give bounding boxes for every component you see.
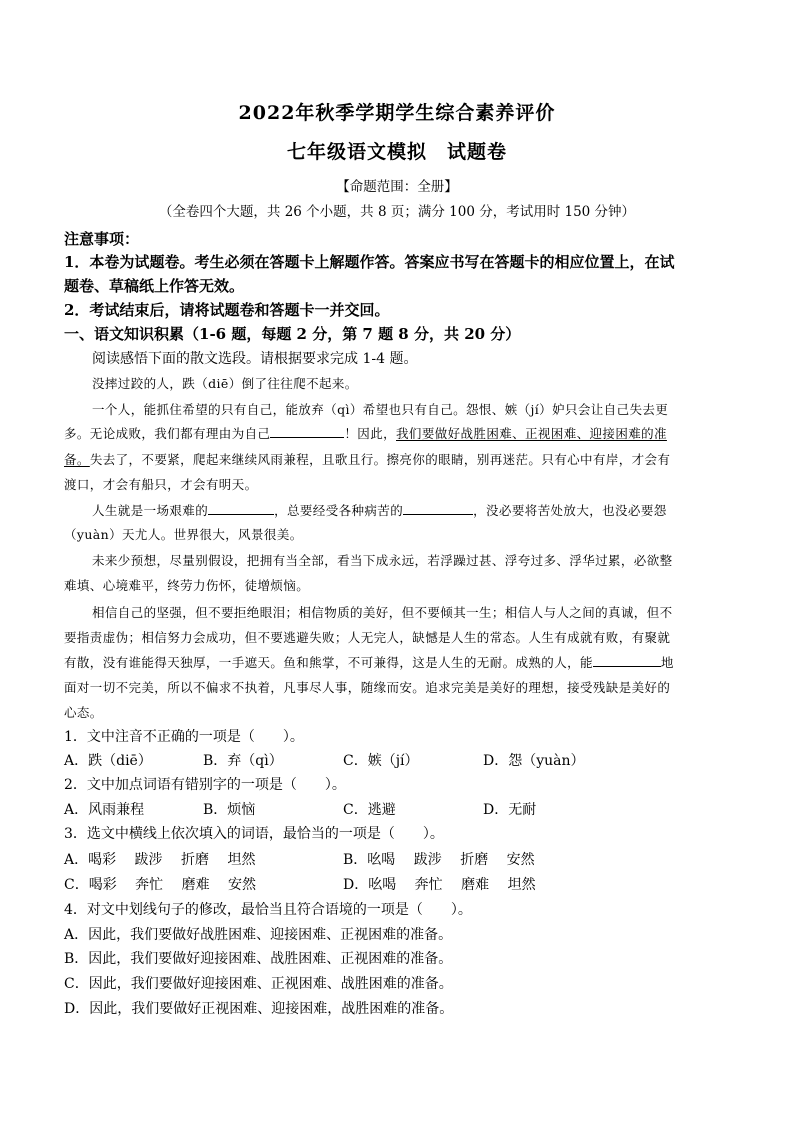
fill-blank-1[interactable] (270, 425, 344, 438)
question-2-stem: 2．文中加点词语有错别字的一项是（ ）。 (64, 777, 346, 793)
question-3-option-a[interactable]: A．喝彩 跋涉 折磨 坦然 (64, 852, 256, 868)
passage-p2-line2 (64, 424, 667, 442)
underlined-sentence: 我们要做好战胜困难、正视困难、迎接困难的准 (396, 426, 667, 441)
passage-p3-line1-a: 人生就是一场艰难的 (92, 503, 209, 518)
passage-p3-line2: （yuàn）天尤人。世界很大，风景很美。 (64, 527, 303, 542)
question-2-option-a[interactable]: A．风雨兼程 (64, 802, 145, 818)
exam-scope: 【命题范围：全册】 (336, 179, 458, 195)
question-3-stem: 3．选文中横线上依次填入的词语，最恰当的一项是（ ）。 (64, 826, 444, 842)
passage-p2-line3 (64, 450, 670, 468)
question-2-option-d[interactable]: D．无耐 (483, 802, 537, 818)
passage-p5-line5: 心态。 (64, 705, 103, 720)
exam-subtitle: 七年级语文模拟 试题卷 (286, 141, 507, 163)
underlined-sentence-end: 备。 (64, 452, 90, 467)
passage-p5-line3 (64, 653, 674, 671)
question-4-stem: 4．对文中划线句子的修改，最恰当且符合语境的一项是（ ）。 (64, 902, 472, 918)
passage-p4-line2: 难填、心境难平，终劳力伤怀，徒增烦恼。 (64, 578, 310, 593)
question-1-stem: 1．文中注音不正确的一项是（ ）。 (64, 729, 304, 745)
question-2-option-b[interactable]: B．烦恼 (203, 802, 256, 818)
passage-p2-line4: 渡口，才会有船只，才会有明天。 (64, 477, 258, 492)
notice-item-2: 2．考试结束后，请将试题卷和答题卡一并交回。 (64, 301, 390, 319)
question-3-option-c[interactable]: C．喝彩 奔忙 磨难 安然 (64, 877, 257, 893)
passage-p2-line1: 一个人，能抓住希望的只有自己，能放弃（qì）希望也只有自己。怨恨、嫉（jí）妒只会让自己失去更 (92, 402, 669, 417)
passage-p5-line3-a: 有散，没有谁能得天独厚，一手遮天。鱼和熊掌，不可兼得，这是人生的无耐。成熟的人，能 (64, 655, 593, 670)
passage-p3-line1 (92, 501, 667, 519)
passage-p2-line3-b: 失去了，不要紧，爬起来继续风雨兼程，且歌且行。擦亮你的眼睛，别再迷茫。只有心中有岸，才会有 (89, 452, 671, 467)
section1-heading: 一、语文知识积累（1-6 题，每题 2 分，第 7 题 8 分，共 20 分） (64, 325, 521, 343)
question-1-option-a[interactable]: A．跌（diē） (64, 753, 152, 769)
question-4-option-a[interactable]: A．因此，我们要做好战胜困难、迎接困难、正视困难的准备。 (64, 927, 453, 943)
question-3-option-b[interactable]: B．吆喝 跋涉 折磨 安然 (343, 852, 535, 868)
question-1-option-d[interactable]: D．怨（yuàn） (483, 753, 585, 769)
passage-p5-line3-b: 地 (660, 655, 674, 670)
question-1-option-b[interactable]: B．弃（qì） (203, 753, 283, 769)
passage-p4-line1: 未来少预想，尽量别假设，把拥有当全部，看当下成永远，若浮躁过甚、浮夸过多、浮华过累，必欲整 (92, 553, 673, 568)
exam-info: （全卷四个大题，共 26 个小题，共 8 页；满分 100 分，考试用时 150 分钟） (158, 204, 636, 220)
passage-p1: 没摔过跤的人，跌（diē）倒了往往爬不起来。 (92, 376, 358, 391)
notice-heading: 注意事项： (64, 230, 140, 248)
question-4-option-b[interactable]: B．因此，我们要做好迎接困难、战胜困难、正视困难的准备。 (64, 951, 453, 967)
notice-item-1b: 题卷、草稿纸上作答无效。 (64, 277, 245, 295)
question-4-option-d[interactable]: D．因此，我们要做好正视困难、迎接困难，战胜困难的准备。 (64, 1001, 454, 1017)
exam-title: 2022年秋季学期学生综合素养评价 (238, 102, 556, 124)
fill-blank-2[interactable] (208, 502, 274, 515)
question-3-option-d[interactable]: D．吆喝 奔忙 磨难 坦然 (343, 877, 536, 893)
fill-blank-4[interactable] (593, 654, 661, 667)
fill-blank-3[interactable] (403, 502, 473, 515)
passage-p3-line1-c: ，没必要将苦处放大，也没必要怨 (473, 503, 667, 518)
question-2-option-c[interactable]: C．逃避 (343, 802, 396, 818)
passage-p5-line4: 面对一切不完美，所以不偏求不执着，凡事尽人事，随缘而安。追求完美是美好的理想，接受残缺是美好的 (64, 680, 671, 695)
question-1-option-c[interactable]: C．嫉（jí） (343, 753, 419, 769)
passage-p3-line1-b: ，总要经受各种病苦的 (274, 503, 404, 518)
question-4-option-c[interactable]: C．因此，我们要做好迎接困难、正视困难、战胜困难的准备。 (64, 976, 453, 992)
notice-item-1a: 1．本卷为试题卷。考生必须在答题卡上解题作答。答案应书写在答题卡的相应位置上，在试 (64, 253, 675, 271)
passage-p2-line2-a: 多。无论成败，我们都有理由为自己 (64, 426, 271, 441)
passage-p2-line2-b: ！因此， (344, 426, 397, 441)
section1-intro: 阅读感悟下面的散文选段。请根据要求完成 1-4 题。 (92, 351, 418, 367)
passage-p5-line2: 要指责虚伪；相信努力会成功，但不要逃避失败；人无完人，缺憾是人生的常态。人生有成就有败，有聚就 (64, 630, 671, 645)
passage-p5-line1: 相信自己的坚强，但不要拒绝眼泪；相信物质的美好，但不要倾其一生；相信人与人之间的真诚，但不 (92, 605, 673, 620)
